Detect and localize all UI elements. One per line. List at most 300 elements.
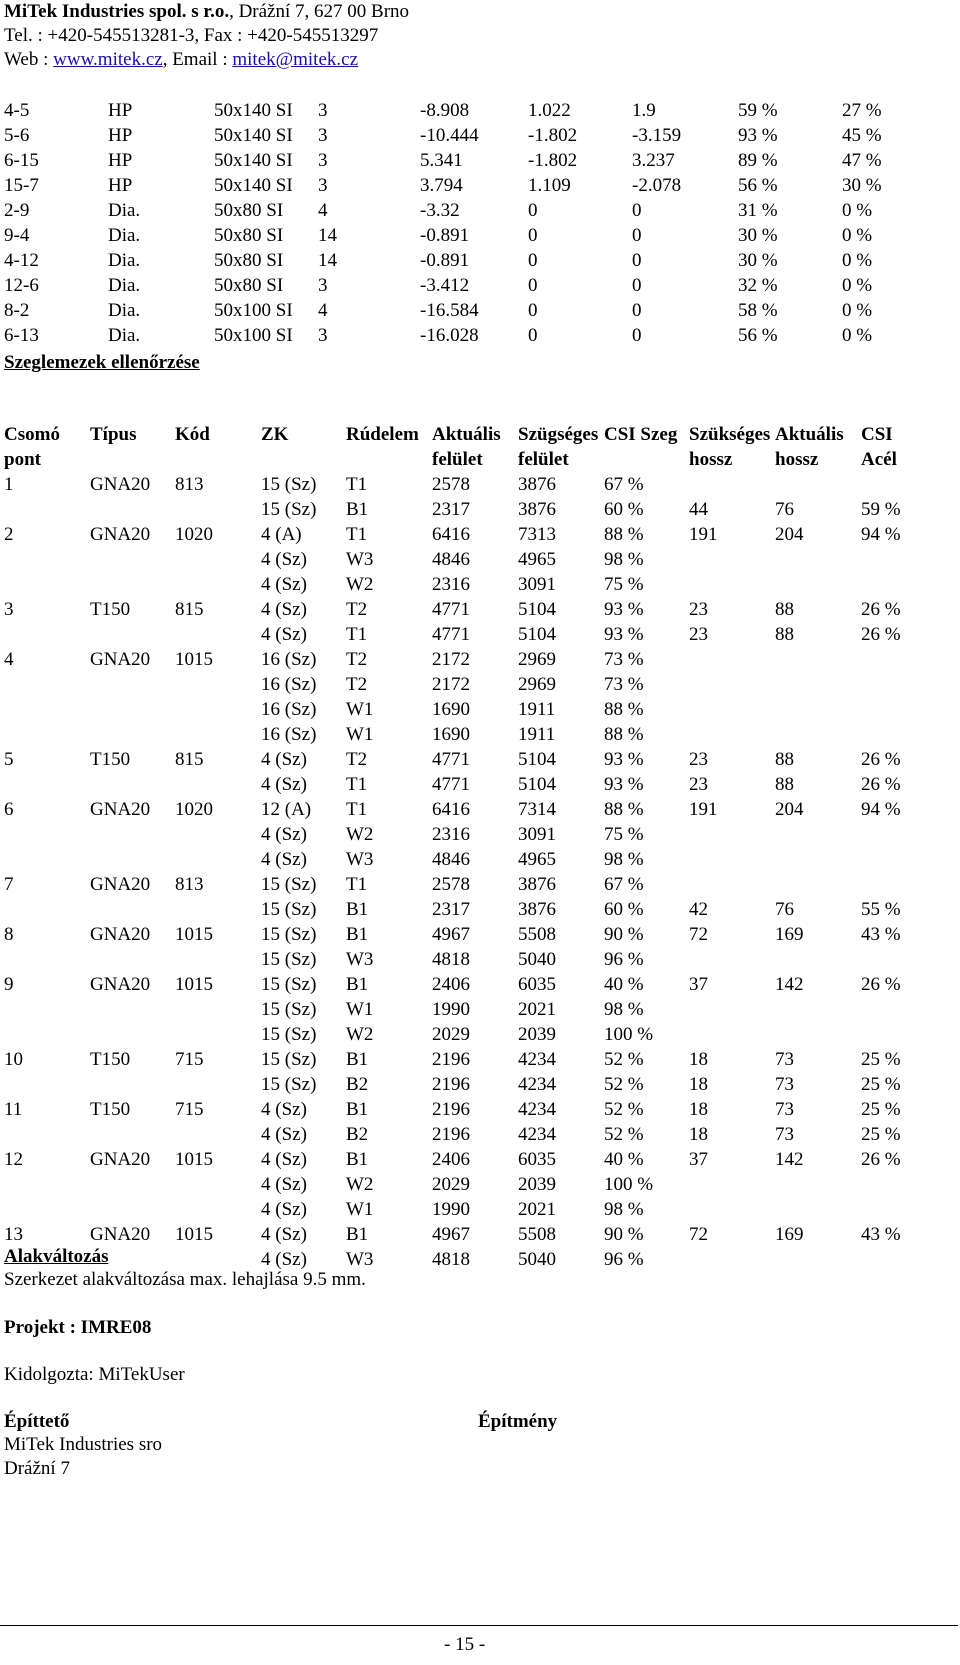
plate-cell xyxy=(90,1172,175,1197)
plate-cell: 94 % xyxy=(861,524,901,545)
plate-cell: T2 xyxy=(346,674,368,695)
member-cell: 3.237 xyxy=(632,150,675,171)
plate-column-header: Szügséges felület xyxy=(518,424,599,470)
member-cell: 50x80 SI xyxy=(214,250,284,271)
plate-cell xyxy=(689,472,775,497)
plate-cell: W3 xyxy=(346,549,374,570)
plate-cell: 1690 xyxy=(432,724,470,745)
plate-cell: 4234 xyxy=(518,1049,556,1070)
plate-cell xyxy=(175,897,261,922)
plate-cell: B1 xyxy=(346,1149,369,1170)
plate-cell: 3876 xyxy=(518,874,556,895)
plate-cell: W3 xyxy=(346,849,374,870)
web-prefix: Web : xyxy=(4,49,54,70)
plate-cell xyxy=(689,547,775,572)
plate-cell: 15 (Sz) xyxy=(261,899,317,920)
plate-cell: 73 % xyxy=(604,674,644,695)
plate-cell: 813 xyxy=(175,874,204,895)
plate-cell: B2 xyxy=(346,1074,369,1095)
plate-cell: W1 xyxy=(346,1199,374,1220)
member-cell: 0 xyxy=(528,300,538,321)
project-label: Projekt : IMRE08 xyxy=(4,1317,152,1338)
plate-cell: 2196 xyxy=(432,1099,470,1120)
plate-cell xyxy=(90,1122,175,1147)
plate-cell: 15 (Sz) xyxy=(261,1024,317,1045)
plate-cell: 26 % xyxy=(861,974,901,995)
plate-cell: W1 xyxy=(346,999,374,1020)
plate-cell xyxy=(4,1122,90,1147)
plate-cell: 15 (Sz) xyxy=(261,1074,317,1095)
member-cell: 0 xyxy=(632,275,642,296)
member-cell: -0.891 xyxy=(420,225,470,246)
plate-cell: 2317 xyxy=(432,899,470,920)
plate-cell: 88 % xyxy=(604,724,644,745)
plate-cell: 2578 xyxy=(432,474,470,495)
member-cell: 50x140 SI xyxy=(214,125,293,146)
member-cell: 1.109 xyxy=(528,175,571,196)
plate-cell: 1015 xyxy=(175,974,213,995)
plate-cell: 100 % xyxy=(604,1024,654,1045)
plate-cell: 4 (Sz) xyxy=(261,574,307,595)
author-label: Kidolgozta: MiTekUser xyxy=(4,1364,185,1385)
plate-column-header: Típus xyxy=(90,424,137,445)
plate-cell: 96 % xyxy=(604,949,644,970)
plate-column-header: ZK xyxy=(261,424,289,445)
plate-cell xyxy=(775,722,861,747)
plate-cell: B1 xyxy=(346,1049,369,1070)
plate-cell xyxy=(175,672,261,697)
plate-cell: 7 xyxy=(4,874,14,895)
plate-cell xyxy=(4,672,90,697)
plate-cell: 2196 xyxy=(432,1074,470,1095)
plate-cell: B1 xyxy=(346,1099,369,1120)
plate-cell: 40 % xyxy=(604,974,644,995)
plate-cell: 4 (Sz) xyxy=(261,1199,307,1220)
web-link[interactable]: www.mitek.cz xyxy=(53,49,163,70)
plate-row xyxy=(4,947,905,972)
plate-cell: 52 % xyxy=(604,1124,644,1145)
plate-cell: 43 % xyxy=(861,1224,901,1245)
plate-row xyxy=(4,722,905,747)
plate-cell xyxy=(861,997,905,1022)
plate-cell xyxy=(175,997,261,1022)
plate-cell: 5508 xyxy=(518,924,556,945)
member-cell: 50x140 SI xyxy=(214,100,293,121)
plate-row xyxy=(4,847,905,872)
member-cell: 0 xyxy=(528,200,538,221)
member-cell: 0 xyxy=(632,300,642,321)
member-cell: 14 xyxy=(318,250,337,271)
builder-address: Drážní 7 xyxy=(4,1458,70,1479)
plate-cell xyxy=(175,822,261,847)
plate-cell: 73 xyxy=(775,1099,794,1120)
plate-cell: 37 xyxy=(689,974,708,995)
plate-cell: 90 % xyxy=(604,924,644,945)
plate-cell: 6035 xyxy=(518,1149,556,1170)
plate-cell xyxy=(90,672,175,697)
plate-cell xyxy=(175,1072,261,1097)
plate-cell: 98 % xyxy=(604,999,644,1020)
plate-cell: 3876 xyxy=(518,899,556,920)
plate-cell: 1911 xyxy=(518,699,556,720)
plate-cell: 6035 xyxy=(518,974,556,995)
plate-cell: 3091 xyxy=(518,574,556,595)
member-cell: 0 xyxy=(528,275,538,296)
plate-cell: 15 (Sz) xyxy=(261,949,317,970)
plate-cell: 72 xyxy=(689,924,708,945)
plate-cell: 13 xyxy=(4,1224,23,1245)
plate-cell xyxy=(175,947,261,972)
plate-cell xyxy=(861,1197,905,1222)
member-cell: 6-15 xyxy=(4,150,39,171)
plate-cell xyxy=(90,1072,175,1097)
plate-cell: 715 xyxy=(175,1099,204,1120)
plate-cell: 715 xyxy=(175,1049,204,1070)
plate-row xyxy=(4,922,905,947)
plate-cell: 169 xyxy=(775,924,804,945)
plate-cell: 88 xyxy=(775,774,794,795)
contact-web-email xyxy=(4,48,409,72)
deformation-title: Alakváltozás xyxy=(4,1246,109,1267)
member-cell: 6-13 xyxy=(4,325,39,346)
plate-cell: 59 % xyxy=(861,499,901,520)
plate-cell: T150 xyxy=(90,749,131,770)
plate-cell xyxy=(4,1172,90,1197)
plate-cell: 1990 xyxy=(432,999,470,1020)
plate-column-header: Kód xyxy=(175,424,210,445)
footer-rule xyxy=(0,1625,958,1626)
member-cell: 3.794 xyxy=(420,175,463,196)
plate-cell xyxy=(689,872,775,897)
member-cell: -1.802 xyxy=(528,150,578,171)
plate-cell: 60 % xyxy=(604,899,644,920)
plate-cell xyxy=(775,1197,861,1222)
plate-cell: 6 xyxy=(4,799,14,820)
plate-row xyxy=(4,622,905,647)
plate-cell: 4965 xyxy=(518,849,556,870)
member-cell: 14 xyxy=(318,225,337,246)
member-results-table xyxy=(4,98,902,348)
member-cell: Dia. xyxy=(108,275,141,296)
plate-cell xyxy=(861,572,905,597)
plate-cell xyxy=(775,997,861,1022)
building-label: Építmény xyxy=(478,1411,558,1432)
plate-cell xyxy=(689,1197,775,1222)
plate-cell: T1 xyxy=(346,624,368,645)
plate-cell: 2316 xyxy=(432,574,470,595)
member-cell: 4 xyxy=(318,200,328,221)
plate-cell: T2 xyxy=(346,599,368,620)
plate-cell: 26 % xyxy=(861,1149,901,1170)
member-cell: 56 % xyxy=(738,175,778,196)
member-cell: -3.159 xyxy=(632,125,682,146)
plate-cell: 88 xyxy=(775,624,794,645)
plate-cell: 191 xyxy=(689,799,718,820)
plate-cell xyxy=(4,1072,90,1097)
plate-row xyxy=(4,1122,905,1147)
plate-cell: 18 xyxy=(689,1074,708,1095)
member-cell: 0 xyxy=(528,225,538,246)
plate-cell xyxy=(861,722,905,747)
plate-row xyxy=(4,697,905,722)
plate-cell: 2969 xyxy=(518,674,556,695)
member-cell: -3.32 xyxy=(420,200,460,221)
plate-cell: GNA20 xyxy=(90,974,151,995)
member-cell: 3 xyxy=(318,325,328,346)
plate-cell xyxy=(775,847,861,872)
plate-cell: B1 xyxy=(346,499,369,520)
plate-cell: W1 xyxy=(346,724,374,745)
plate-cell xyxy=(775,822,861,847)
plate-cell: 2196 xyxy=(432,1124,470,1145)
plate-cell: 11 xyxy=(4,1099,23,1120)
plate-cell: 4234 xyxy=(518,1074,556,1095)
member-cell: 45 % xyxy=(842,125,882,146)
plate-cell xyxy=(175,1122,261,1147)
plate-cell: 5 xyxy=(4,749,14,770)
plate-cell xyxy=(689,722,775,747)
plate-cell: 25 % xyxy=(861,1049,901,1070)
plate-cell xyxy=(775,472,861,497)
plate-row xyxy=(4,547,905,572)
plate-cell: W2 xyxy=(346,824,374,845)
member-cell: 50x80 SI xyxy=(214,200,284,221)
plate-cell xyxy=(175,497,261,522)
plate-cell: 4 (Sz) xyxy=(261,849,307,870)
plate-cell xyxy=(175,847,261,872)
plate-cell: 23 xyxy=(689,749,708,770)
member-cell: -3.412 xyxy=(420,275,470,296)
plate-cell: W2 xyxy=(346,1024,374,1045)
member-cell: 30 % xyxy=(738,225,778,246)
plate-cell: 2029 xyxy=(432,1024,470,1045)
plate-cell: 2317 xyxy=(432,499,470,520)
contact-phone-fax: Tel. : +420-545513281-3, Fax : +420-545513297 xyxy=(4,25,379,46)
plate-row xyxy=(4,997,905,1022)
plate-cell: 4965 xyxy=(518,549,556,570)
plate-cell xyxy=(4,722,90,747)
plate-cell: GNA20 xyxy=(90,524,151,545)
plate-cell: GNA20 xyxy=(90,1149,151,1170)
member-cell: 3 xyxy=(318,275,328,296)
plate-cell xyxy=(90,697,175,722)
plate-cell: 26 % xyxy=(861,749,901,770)
plate-cell xyxy=(4,697,90,722)
plate-table-header xyxy=(4,422,905,472)
plate-cell: B1 xyxy=(346,974,369,995)
plate-cell xyxy=(861,1022,905,1047)
member-cell: 58 % xyxy=(738,300,778,321)
plate-cell xyxy=(90,722,175,747)
plate-cell: 2969 xyxy=(518,649,556,670)
member-cell: 9-4 xyxy=(4,225,30,246)
plate-cell: 25 % xyxy=(861,1099,901,1120)
member-cell: 2-9 xyxy=(4,200,30,221)
plate-cell: 4 (Sz) xyxy=(261,1224,307,1245)
member-row xyxy=(4,198,902,223)
plate-cell: 98 % xyxy=(604,849,644,870)
plate-cell xyxy=(4,622,90,647)
builder-name: MiTek Industries sro xyxy=(4,1434,163,1455)
plate-cell xyxy=(90,622,175,647)
plate-cell xyxy=(689,1172,775,1197)
plate-cell: 4818 xyxy=(432,949,470,970)
plate-cell xyxy=(90,847,175,872)
plate-cell: 60 % xyxy=(604,499,644,520)
plate-cell xyxy=(861,872,905,897)
plate-cell: 12 (A) xyxy=(261,799,312,820)
member-cell: 4-5 xyxy=(4,100,30,121)
plate-cell: 98 % xyxy=(604,1199,644,1220)
member-cell: 30 % xyxy=(738,250,778,271)
member-cell: Dia. xyxy=(108,325,141,346)
plate-cell: 76 xyxy=(775,899,794,920)
plate-row xyxy=(4,972,905,997)
plate-column-header: CSI Acél xyxy=(861,424,897,470)
plate-row xyxy=(4,1022,905,1047)
plate-row xyxy=(4,772,905,797)
plate-cell: 4818 xyxy=(432,1249,470,1270)
member-cell: 0 % xyxy=(842,300,873,321)
member-cell: -8.908 xyxy=(420,100,470,121)
plate-cell: 88 % xyxy=(604,524,644,545)
member-cell: 50x80 SI xyxy=(214,225,284,246)
plate-cell: 73 xyxy=(775,1049,794,1070)
plate-cell xyxy=(175,697,261,722)
plate-cell xyxy=(689,847,775,872)
plate-cell: T150 xyxy=(90,599,131,620)
plate-cell: W3 xyxy=(346,1249,374,1270)
member-cell: 89 % xyxy=(738,150,778,171)
plate-cell: T2 xyxy=(346,749,368,770)
plate-cell: 4967 xyxy=(432,1224,470,1245)
plate-cell: 7314 xyxy=(518,799,556,820)
plate-cell xyxy=(861,472,905,497)
plate-cell: 1015 xyxy=(175,1224,213,1245)
plate-cell: 4 (Sz) xyxy=(261,1124,307,1145)
company-line xyxy=(4,0,409,24)
plate-cell: W1 xyxy=(346,699,374,720)
plate-cell: 18 xyxy=(689,1099,708,1120)
plate-cell: T1 xyxy=(346,524,368,545)
plates-section-title: Szeglemezek ellenőrzése xyxy=(4,352,200,373)
member-cell: 27 % xyxy=(842,100,882,121)
plate-cell: T1 xyxy=(346,799,368,820)
plate-cell: 15 (Sz) xyxy=(261,874,317,895)
plate-cell: 3091 xyxy=(518,824,556,845)
plate-cell: 1020 xyxy=(175,799,213,820)
plate-cell xyxy=(689,672,775,697)
member-cell: 0 xyxy=(528,325,538,346)
plate-cell: 4 xyxy=(4,649,14,670)
plate-cell: 73 % xyxy=(604,649,644,670)
plate-column-header: Szükséges hossz xyxy=(689,424,771,470)
plate-cell: 4771 xyxy=(432,749,470,770)
plate-cell: 15 (Sz) xyxy=(261,974,317,995)
plate-cell xyxy=(689,822,775,847)
plate-cell xyxy=(4,497,90,522)
member-cell: 0 xyxy=(632,225,642,246)
plate-cell: 26 % xyxy=(861,599,901,620)
plate-cell: T2 xyxy=(346,649,368,670)
plate-cell xyxy=(90,897,175,922)
plate-cell: 26 % xyxy=(861,774,901,795)
plate-cell: 813 xyxy=(175,474,204,495)
plate-cell: 73 xyxy=(775,1074,794,1095)
plate-cell: 4 (Sz) xyxy=(261,599,307,620)
plate-cell xyxy=(90,772,175,797)
plate-cell: 142 xyxy=(775,1149,804,1170)
plate-cell: B1 xyxy=(346,924,369,945)
plate-cell xyxy=(775,647,861,672)
plate-cell: 98 % xyxy=(604,549,644,570)
plate-cell xyxy=(175,1172,261,1197)
plate-cell: 5040 xyxy=(518,949,556,970)
plate-cell: 4846 xyxy=(432,549,470,570)
plate-cell xyxy=(775,572,861,597)
plate-cell: 15 (Sz) xyxy=(261,999,317,1020)
member-cell: 0 % xyxy=(842,225,873,246)
plate-cell xyxy=(175,1022,261,1047)
plate-row xyxy=(4,572,905,597)
plate-cell xyxy=(689,997,775,1022)
member-cell: 1.9 xyxy=(632,100,656,121)
plate-cell: 2406 xyxy=(432,1149,470,1170)
plate-cell: W2 xyxy=(346,574,374,595)
plate-cell: GNA20 xyxy=(90,874,151,895)
member-cell: 3 xyxy=(318,100,328,121)
member-cell: 5.341 xyxy=(420,150,463,171)
member-cell: 30 % xyxy=(842,175,882,196)
plate-cell: B2 xyxy=(346,1124,369,1145)
plate-cell: 25 % xyxy=(861,1074,901,1095)
member-cell: 56 % xyxy=(738,325,778,346)
plate-cell xyxy=(4,897,90,922)
plate-cell: 76 xyxy=(775,499,794,520)
plate-cell: 2039 xyxy=(518,1174,556,1195)
email-link[interactable]: mitek@mitek.cz xyxy=(232,49,359,70)
plate-cell: T150 xyxy=(90,1049,131,1070)
plate-cell xyxy=(175,547,261,572)
plate-cell xyxy=(4,822,90,847)
plate-row xyxy=(4,522,905,547)
plate-cell: 43 % xyxy=(861,924,901,945)
plate-cell: 1015 xyxy=(175,649,213,670)
plate-cell xyxy=(775,947,861,972)
plate-cell xyxy=(689,947,775,972)
plate-cell: 18 xyxy=(689,1124,708,1145)
member-row xyxy=(4,273,902,298)
plate-cell: 2316 xyxy=(432,824,470,845)
plate-cell: 2 xyxy=(4,524,14,545)
member-cell: 8-2 xyxy=(4,300,30,321)
member-cell: 50x80 SI xyxy=(214,275,284,296)
plate-cell: 67 % xyxy=(604,474,644,495)
plate-cell xyxy=(4,947,90,972)
plate-cell xyxy=(4,847,90,872)
member-cell: 0 % xyxy=(842,250,873,271)
plate-cell: 2172 xyxy=(432,674,470,695)
plate-row xyxy=(4,1047,905,1072)
plate-row xyxy=(4,747,905,772)
member-cell: 4-12 xyxy=(4,250,39,271)
member-cell: HP xyxy=(108,150,133,171)
plate-cell: 73 xyxy=(775,1124,794,1145)
plate-cell xyxy=(90,572,175,597)
member-cell: Dia. xyxy=(108,250,141,271)
plate-cell: 4234 xyxy=(518,1124,556,1145)
plate-cell: 26 % xyxy=(861,624,901,645)
